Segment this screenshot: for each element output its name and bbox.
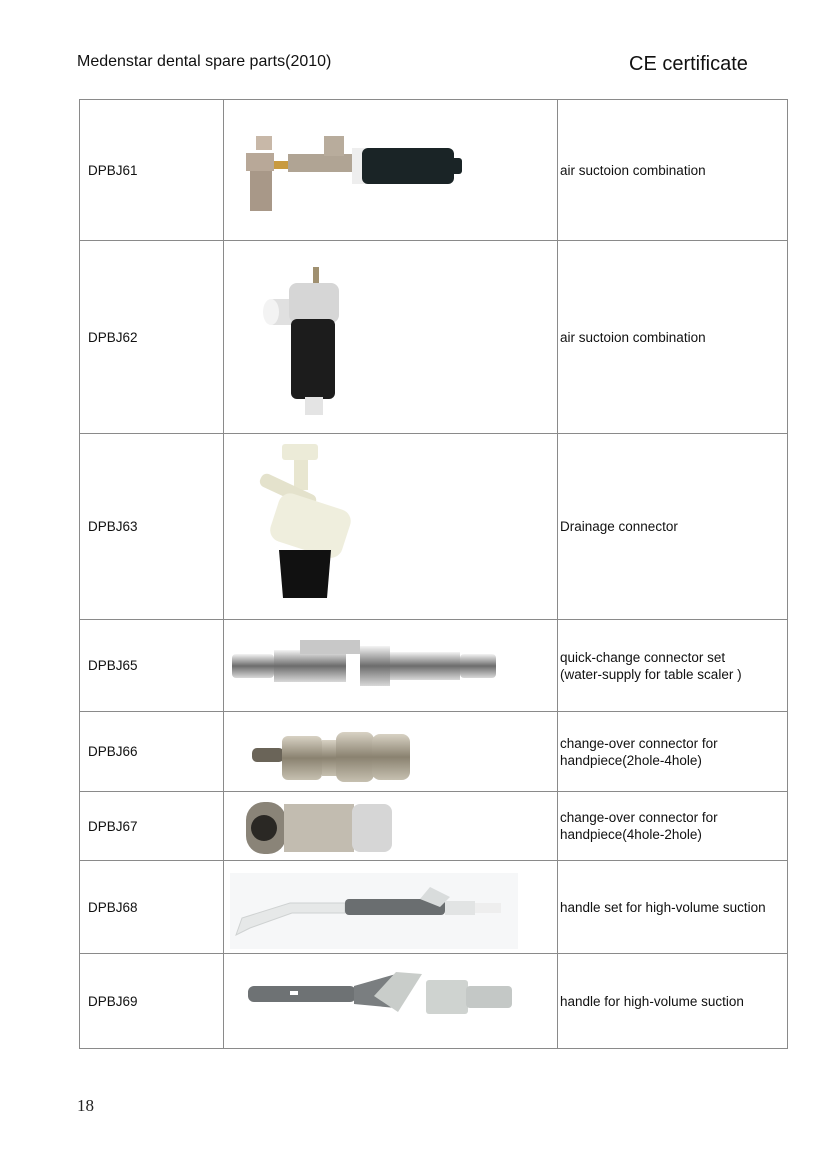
part-code: DPBJ65 bbox=[80, 620, 224, 712]
table-row bbox=[80, 954, 788, 1049]
product-image-change-over-connector-2hole-4hole bbox=[224, 712, 558, 792]
part-description: Drainage connector bbox=[558, 434, 788, 620]
product-image-change-over-connector-4hole-2hole bbox=[224, 792, 558, 861]
table-row bbox=[80, 792, 788, 861]
table-row bbox=[80, 241, 788, 434]
product-image-drainage-connector bbox=[224, 434, 558, 620]
part-description: handle set for high-volume suction bbox=[558, 861, 788, 954]
part-description: handle for high-volume suction bbox=[558, 954, 788, 1049]
document-title: Medenstar dental spare parts(2010) bbox=[77, 53, 332, 70]
parts-table bbox=[79, 99, 788, 1049]
certificate-label: CE certificate bbox=[629, 53, 748, 75]
part-code: DPBJ68 bbox=[80, 861, 224, 954]
part-code: DPBJ61 bbox=[80, 100, 224, 241]
table-row bbox=[80, 620, 788, 712]
part-description: quick-change connector set (water-supply for table scaler ) bbox=[558, 620, 788, 712]
table-row bbox=[80, 100, 788, 241]
part-code: DPBJ63 bbox=[80, 434, 224, 620]
part-description: air suctoion combination bbox=[558, 241, 788, 434]
product-image-hve-handle bbox=[224, 954, 558, 1049]
page-number: 18 bbox=[77, 1096, 94, 1115]
part-code: DPBJ62 bbox=[80, 241, 224, 434]
product-image-air-suction-combination bbox=[224, 100, 558, 241]
table-row bbox=[80, 712, 788, 792]
part-description: change-over connector for handpiece(4hole-2hole) bbox=[558, 792, 788, 861]
part-code: DPBJ67 bbox=[80, 792, 224, 861]
part-description: air suctoion combination bbox=[558, 100, 788, 241]
part-description: change-over connector for handpiece(2hole-4hole) bbox=[558, 712, 788, 792]
table-row bbox=[80, 861, 788, 954]
product-image-hve-handle-set bbox=[224, 861, 558, 954]
part-code: DPBJ69 bbox=[80, 954, 224, 1049]
product-image-air-suction-combination bbox=[224, 241, 558, 434]
part-code: DPBJ66 bbox=[80, 712, 224, 792]
product-image-quick-change-connector bbox=[224, 620, 558, 712]
table-row bbox=[80, 434, 788, 620]
